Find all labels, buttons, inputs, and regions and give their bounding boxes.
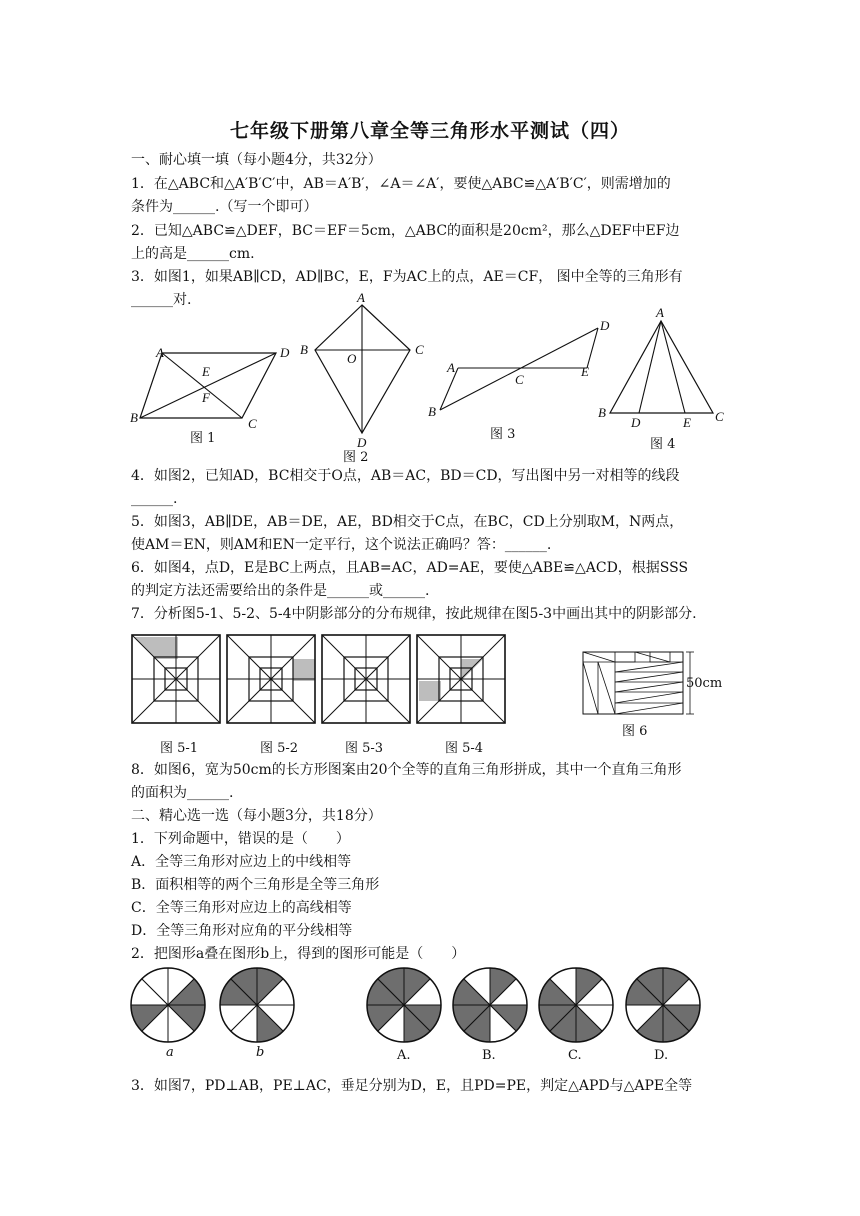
- svg-text:E: E: [202, 364, 210, 379]
- fig2-caption: 图 2: [343, 450, 369, 465]
- q4-line1: 4．如图2，已知AD，BC相交于O点，AB＝AC，BD＝CD，写出图中另一对相等的线段: [131, 468, 680, 484]
- svg-text:O: O: [347, 351, 357, 366]
- circle-figure: [131, 968, 205, 1042]
- q3-line1: 3．如图1，如果AB∥CD，AD∥BC，E，F为AC上的点，AE＝CF， 图中全等的三角形有: [131, 269, 683, 285]
- q1-line2: 条件为______.（写一个即可）: [131, 199, 318, 215]
- circle-figure: [539, 968, 613, 1042]
- q5-line2: 使AM＝EN，则AM和EN一定平行，这个说法正确吗？答：______.: [131, 537, 552, 553]
- q4-line2: ______.: [131, 491, 178, 507]
- q2-line1: 2．已知△ABC≌△DEF，BC＝EF＝5cm，△ABC的面积是20cm²，那么△DEF中EF边: [131, 223, 680, 239]
- svg-text:E: E: [581, 364, 589, 379]
- circle-figure: [453, 968, 527, 1042]
- fig51-caption: 图 5-1: [160, 741, 199, 756]
- svg-text:D: D: [280, 345, 290, 360]
- q1-line1: 1．在△ABC和△A′B′C′中，AB＝A′B′，∠A＝∠A′，要使△ABC≌△A′B′C′，则需增加的: [131, 176, 671, 192]
- fig54-caption: 图 5-4: [445, 741, 484, 756]
- s2-q3: 3．如图7，PD⊥AB，PE⊥AC，垂足分别为D，E，且PD=PE，判定△APD与△APE全等: [131, 1078, 693, 1094]
- fig4-caption: 图 4: [650, 437, 676, 452]
- fig3-caption: 图 3: [490, 427, 516, 442]
- svg-text:B: B: [300, 342, 308, 357]
- circle-figure: [367, 968, 441, 1042]
- svg-text:A: A: [656, 305, 664, 320]
- svg-text:C: C: [715, 409, 724, 424]
- q5-line1: 5．如图3，AB∥DE，AB＝DE，AE，BD相交于C点，在BC，CD上分别取M，N两点，: [131, 514, 684, 530]
- q3-line2: ______对.: [131, 292, 192, 308]
- grid-figure: [322, 635, 410, 723]
- page-title: 七年级下册第八章全等三角形水平测试（四）: [229, 120, 630, 142]
- fig52-caption: 图 5-2: [260, 741, 299, 756]
- circle-label-option-d: D.: [654, 1048, 669, 1063]
- fig53-caption: 图 5-3: [345, 741, 384, 756]
- section1-heading: 一、耐心填一填（每小题4分，共32分）: [131, 152, 382, 168]
- s2-q1: 1．下列命题中，错误的是（ ）: [131, 831, 350, 847]
- s2-q1-option-d: D．全等三角形对应角的平分线相等: [131, 923, 353, 939]
- circle-label-option-c: C.: [568, 1048, 582, 1063]
- svg-text:D: D: [357, 435, 367, 450]
- q2-line2: 上的高是______cm.: [131, 246, 255, 262]
- svg-text:F: F: [202, 390, 210, 405]
- svg-text:C: C: [515, 372, 524, 387]
- svg-text:E: E: [683, 415, 691, 430]
- svg-text:A: A: [447, 360, 455, 375]
- svg-text:D: D: [631, 415, 641, 430]
- grid-figure: [417, 635, 505, 723]
- circle-figure: [220, 968, 294, 1042]
- svg-text:A: A: [156, 345, 164, 360]
- s2-q1-option-a: A．全等三角形对应边上的中线相等: [131, 854, 352, 870]
- fig6-width-label: 50cm: [686, 676, 723, 691]
- svg-text:C: C: [248, 416, 257, 431]
- circle-label-option-b: B.: [482, 1048, 496, 1063]
- circle-label-option-a: A.: [397, 1048, 411, 1063]
- figure-5-grids: [130, 633, 510, 728]
- grid-figure: [132, 635, 220, 723]
- fig6-caption: 图 6: [622, 724, 648, 739]
- svg-text:A: A: [357, 290, 365, 305]
- svg-text:B: B: [130, 410, 138, 425]
- fig1-caption: 图 1: [190, 431, 216, 446]
- svg-text:C: C: [415, 342, 424, 357]
- figure-4: [595, 305, 730, 430]
- section2-heading: 二、精心选一选（每小题3分，共18分）: [131, 808, 382, 824]
- q8-line1: 8．如图6，宽为50cm的长方形图案由20个全等的直角三角形拼成，其中一个直角三角形: [131, 762, 682, 778]
- q7: 7．分析图5-1、5-2、5-4中阴影部分的分布规律，按此规律在图5-3中画出其中的阴影部分.: [131, 606, 697, 622]
- circle-label-b: b: [256, 1045, 265, 1060]
- figure-2: [300, 290, 430, 450]
- q6-line1: 6．如图4，点D，E是BC上两点，且AB=AC，AD=AE，要使△ABE≌△ACD，根据SSS: [131, 560, 689, 576]
- svg-text:B: B: [598, 405, 606, 420]
- q8-line2: 的面积为______.: [131, 785, 234, 801]
- grid-figure: [227, 635, 315, 723]
- svg-text:D: D: [600, 318, 610, 333]
- q6-line2: 的判定方法还需要给出的条件是______或______.: [131, 583, 430, 599]
- circle-label-a: a: [166, 1045, 174, 1060]
- s2-q1-option-b: B．面积相等的两个三角形是全等三角形: [131, 877, 380, 893]
- circle-figure: [626, 968, 700, 1042]
- s2-q1-option-c: C．全等三角形对应边上的高线相等: [131, 900, 352, 916]
- svg-text:B: B: [428, 404, 436, 419]
- s2-q2: 2．把图形a叠在图形b上，得到的图形可能是（ ）: [131, 946, 466, 962]
